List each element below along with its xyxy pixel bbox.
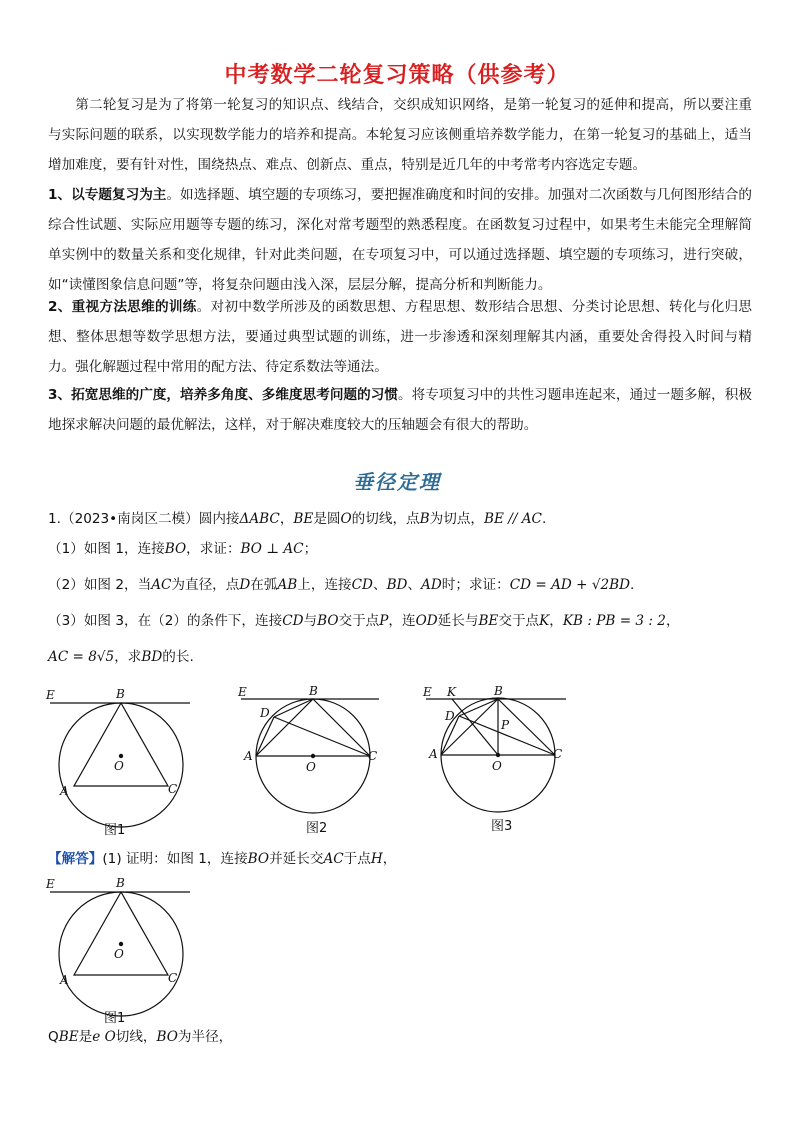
chord-ad — [256, 717, 274, 756]
label-a: A — [429, 747, 438, 761]
figure-2-caption: 图2 — [306, 821, 328, 836]
segment-ok — [452, 699, 498, 755]
label-d: D — [445, 709, 455, 723]
q1-perp: BO ⊥ AC — [240, 541, 304, 557]
q2-text: 为直径，点 — [171, 577, 240, 593]
stem-text: 1.（2023•南岗区二模）圆内接 — [48, 511, 240, 527]
label-c: C — [168, 971, 178, 985]
q2-bd: BD — [386, 577, 408, 593]
stem-text: 的切线，点 — [351, 511, 420, 527]
point-1-heading: 1、以专题复习为主 — [48, 187, 167, 203]
q2-text: 时；求证： — [441, 577, 510, 593]
q2-equation: CD = AD + √2BD — [509, 577, 631, 593]
figure-2 — [236, 682, 396, 842]
q3-ratio: KB : PB = 3 : 2 — [562, 613, 666, 629]
stem-o: O — [340, 511, 352, 527]
label-e: E — [46, 877, 55, 891]
q2-text: . — [630, 577, 635, 593]
label-o: O — [114, 759, 124, 773]
q3-text: ，求 — [114, 649, 142, 665]
label-b: B — [309, 684, 318, 698]
stem-text: . — [541, 511, 547, 527]
triangle-abc — [74, 703, 168, 786]
q3-cd: CD — [282, 613, 304, 629]
label-c: C — [553, 747, 563, 761]
answer-text: 并延长交 — [269, 851, 324, 867]
label-c: C — [368, 749, 378, 763]
stem-text: 为切点， — [429, 511, 485, 527]
q1-text: （1）如图 1，连接 — [48, 541, 165, 557]
center-dot — [119, 754, 123, 758]
point-2-heading: 2、重视方法思维的训练 — [48, 299, 197, 315]
stem-text: ， — [279, 511, 294, 527]
center-dot — [119, 942, 123, 946]
answer-text: 是 — [78, 1029, 93, 1045]
q3-text: ， — [665, 613, 680, 629]
chord-cd — [274, 717, 370, 756]
label-e: E — [238, 685, 247, 699]
label-o: O — [306, 760, 316, 774]
stem-text: 是圆 — [313, 511, 341, 527]
point-3-heading: 3、拓宽思维的广度，培养多角度、多维度思考问题的习惯 — [48, 387, 398, 403]
q2-ad: AD — [421, 577, 442, 593]
answer-circle-o: e O — [92, 1029, 116, 1045]
q2-ac: AC — [151, 577, 172, 593]
q2-text: 在弧 — [250, 577, 278, 593]
point-1-body: 。如选择题、填空题的专项练习，要把握准确度和时间的安排。加强对二次函数与几何图形结合的综合性试题、实际应用题等专题的练习，深化对常考题型的熟悉程度。在函数复习过程中，如果考生未能完全理解简单实例中的数量关系和变化规律，针对此类问题，在专项复习中，可以通过选择题、填空题的专项练习，进行突破，如“读懂图象信息问题”等，将复杂问题由浅入深，层层分解，提高分析和判断能力。 — [48, 187, 752, 293]
question-2 — [48, 574, 768, 596]
label-b: B — [116, 876, 125, 890]
chord-bd — [274, 699, 313, 717]
q3-od: OD — [415, 613, 438, 629]
q3-text: 交于点 — [498, 613, 540, 629]
q2-text: 上，连接 — [297, 577, 352, 593]
q3-text: 的长. — [162, 649, 194, 665]
intro-paragraph: 第二轮复习是为了将第一轮复习的知识点、线结合，交织成知识网络，是第一轮复习的延伸和提高，所以要注重与实际问题的联系，以实现数学能力的培养和提高。本轮复习应该侧重培养数学能力，在第一轮复习的基础上，适当增加难度，要有针对性，围绕热点、难点、创新点、重点，特别是近几年的中考常考内容选定专题。 — [48, 97, 752, 173]
label-c: C — [168, 782, 178, 796]
label-p: P — [501, 718, 510, 732]
question-3 — [48, 610, 768, 632]
q2-ab: AB — [277, 577, 298, 593]
figure-3 — [420, 682, 590, 842]
answer-tag: 【解答】 — [48, 851, 103, 867]
q3-text: 与 — [303, 613, 318, 629]
q3-bo: BO — [317, 613, 339, 629]
q2-text: 、 — [372, 577, 387, 593]
stem-b: B — [419, 511, 430, 527]
label-a: A — [60, 784, 69, 798]
answer-be: BE — [58, 1029, 79, 1045]
q3-text: 交于点 — [338, 613, 380, 629]
stem-triangle: ΔABC — [239, 511, 280, 527]
answer-h: H — [370, 851, 383, 867]
chord-ab — [441, 699, 498, 755]
answer-ac: AC — [323, 851, 344, 867]
figure-1-caption: 图1 — [104, 1011, 126, 1026]
question-3-cont — [48, 646, 768, 668]
center-dot — [311, 754, 315, 758]
answer-text: ， — [382, 851, 397, 867]
point-2 — [48, 292, 752, 382]
q2-text: 、 — [407, 577, 422, 593]
label-a: A — [244, 749, 253, 763]
figure-1 — [40, 682, 210, 842]
page-title: 中考数学二轮复习策略（供参考） — [224, 63, 570, 88]
stem-be: BE — [293, 511, 314, 527]
question-1 — [48, 538, 768, 560]
answer-text: 于点 — [343, 851, 371, 867]
point-3 — [48, 380, 752, 440]
answer-text: 为半径， — [177, 1029, 233, 1045]
answer-text: Q — [48, 1029, 59, 1045]
q3-be: BE — [478, 613, 499, 629]
stem-parallel: BE // AC — [484, 511, 542, 527]
label-b: B — [494, 684, 503, 698]
q3-k: K — [539, 613, 550, 629]
label-e: E — [423, 685, 432, 699]
q3-text: 延长与 — [437, 613, 479, 629]
q3-p: P — [379, 613, 389, 629]
solution-figure-1 — [40, 872, 210, 1032]
answer-line-2 — [48, 1026, 768, 1048]
q1-bo: BO — [164, 541, 187, 557]
label-o: O — [114, 947, 124, 961]
label-o: O — [492, 759, 502, 773]
q2-d: D — [239, 577, 251, 593]
label-b: B — [116, 687, 125, 701]
q1-text: ，求证： — [186, 541, 241, 557]
section-title: 垂径定理 — [353, 470, 441, 494]
q3-bd: BD — [141, 649, 163, 665]
point-1 — [48, 180, 752, 300]
chord-bc — [313, 699, 370, 756]
q2-cd: CD — [351, 577, 373, 593]
center-dot — [496, 753, 500, 757]
q2-text: （2）如图 2，当 — [48, 577, 152, 593]
label-a: A — [60, 973, 69, 987]
answer-line-1 — [48, 848, 768, 870]
label-e: E — [46, 688, 55, 702]
figure-3-caption: 图3 — [491, 819, 513, 834]
q3-text: ，连 — [388, 613, 416, 629]
answer-bo: BO — [247, 851, 270, 867]
answer-text: 切线， — [115, 1029, 157, 1045]
q3-ac: AC = 8√5 — [48, 649, 115, 665]
label-k: K — [447, 685, 456, 699]
answer-bo: BO — [156, 1029, 178, 1045]
q3-text: ， — [549, 613, 563, 629]
q1-text: ； — [303, 541, 318, 557]
triangle-abc — [74, 892, 168, 975]
problem-stem — [48, 508, 768, 530]
label-d: D — [260, 706, 270, 720]
q3-text: （3）如图 3，在（2）的条件下，连接 — [48, 613, 283, 629]
point-2-body: 。对初中数学所涉及的函数思想、方程思想、数形结合思想、分类讨论思想、转化与化归思想、整体思想等数学思想方法，要通过典型试题的训练，进一步渗透和深刻理解其内涵，重要处舍得投入时间与精力。强化解题过程中常用的配方法、待定系数法等通法。 — [48, 299, 752, 375]
answer-text: (1) 证明：如图 1，连接 — [102, 851, 248, 867]
point-3-body: 。将专项复习中的共性习题串连起来，通过一题多解，积极地探求解决问题的最优解法，这样，对于解决难度较大的压轴题会有很大的帮助。 — [48, 387, 753, 433]
figure-1-caption: 图1 — [104, 823, 126, 838]
